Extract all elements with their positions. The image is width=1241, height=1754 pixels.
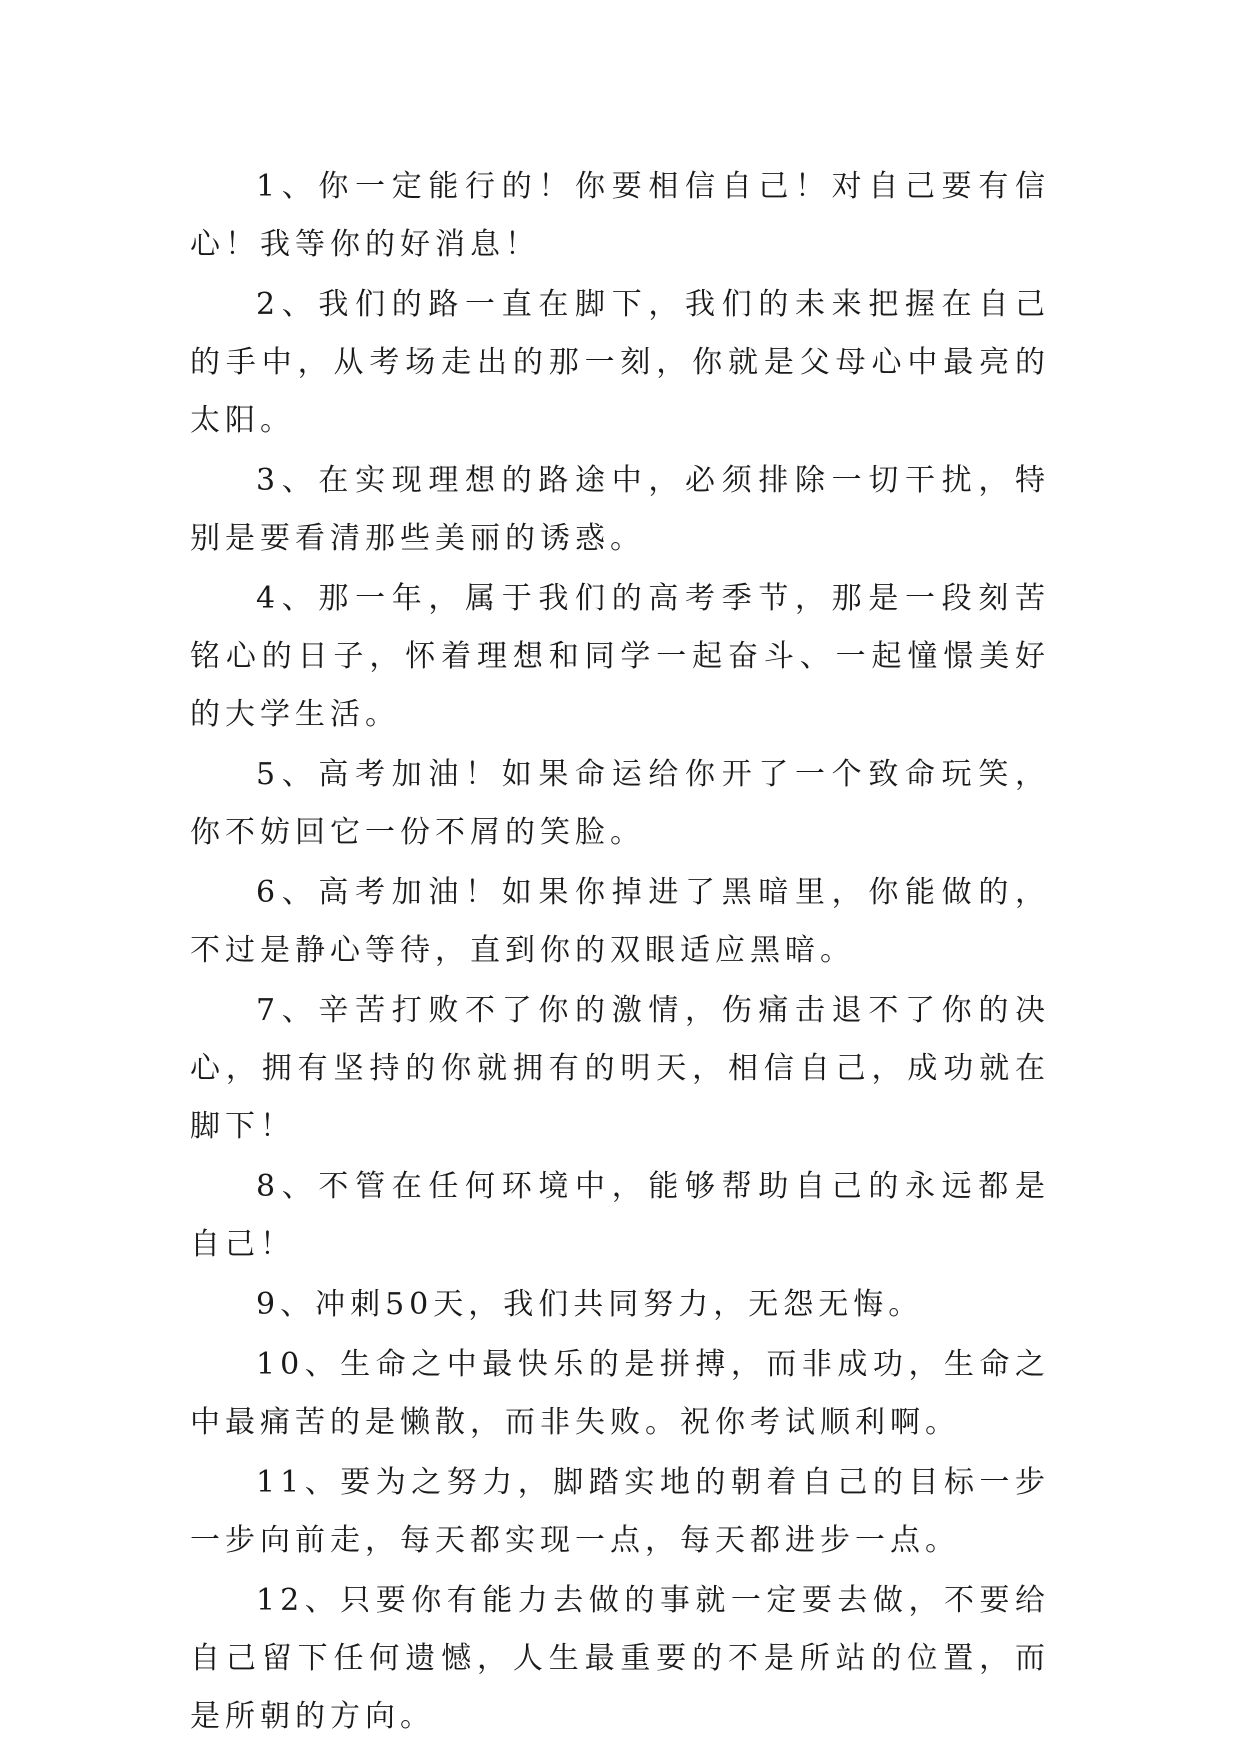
document-body: [190, 158, 1050, 1748]
paragraph-9: 9、冲刺50天，我们共同努力，无怨无悔。: [256, 1287, 924, 1322]
paragraph-10: 10、生命之中最快乐的是拼搏，而非成功，生命之中最痛苦的是懒散，而非失败。祝你考试顺利啊。: [190, 1347, 1050, 1440]
paragraph-3: 3、在实现理想的路途中，必须排除一切干扰，特别是要看清那些美丽的诱惑。: [190, 463, 1050, 556]
paragraph-4: 4、那一年，属于我们的高考季节，那是一段刻苦铭心的日子，怀着理想和同学一起奋斗、一起憧憬美好的大学生活。: [190, 581, 1050, 732]
paragraph-8: 8、不管在任何环境中，能够帮助自己的永远都是自己！: [190, 1169, 1050, 1262]
paragraph-12: 12、只要你有能力去做的事就一定要去做，不要给自己留下任何遗憾，人生最重要的不是所站的位置，而是所朝的方向。: [190, 1583, 1050, 1734]
paragraph-6: 6、高考加油！如果你掉进了黑暗里，你能做的，不过是静心等待，直到你的双眼适应黑暗。: [190, 875, 1050, 968]
paragraph-2: 2、我们的路一直在脚下，我们的未来把握在自己的手中，从考场走出的那一刻，你就是父母心中最亮的太阳。: [190, 287, 1050, 438]
paragraph-11: 11、要为之努力，脚踏实地的朝着自己的目标一步一步向前走，每天都实现一点，每天都进步一点。: [190, 1465, 1050, 1558]
paragraph-7: 7、辛苦打败不了你的激情，伤痛击退不了你的决心，拥有坚持的你就拥有的明天，相信自己，成功就在脚下！: [190, 993, 1050, 1144]
paragraph-5: 5、高考加油！如果命运给你开了一个致命玩笑，你不妨回它一份不屑的笑脸。: [190, 757, 1050, 850]
paragraph-1: 1、你一定能行的！你要相信自己！对自己要有信心！我等你的好消息！: [190, 169, 1050, 262]
